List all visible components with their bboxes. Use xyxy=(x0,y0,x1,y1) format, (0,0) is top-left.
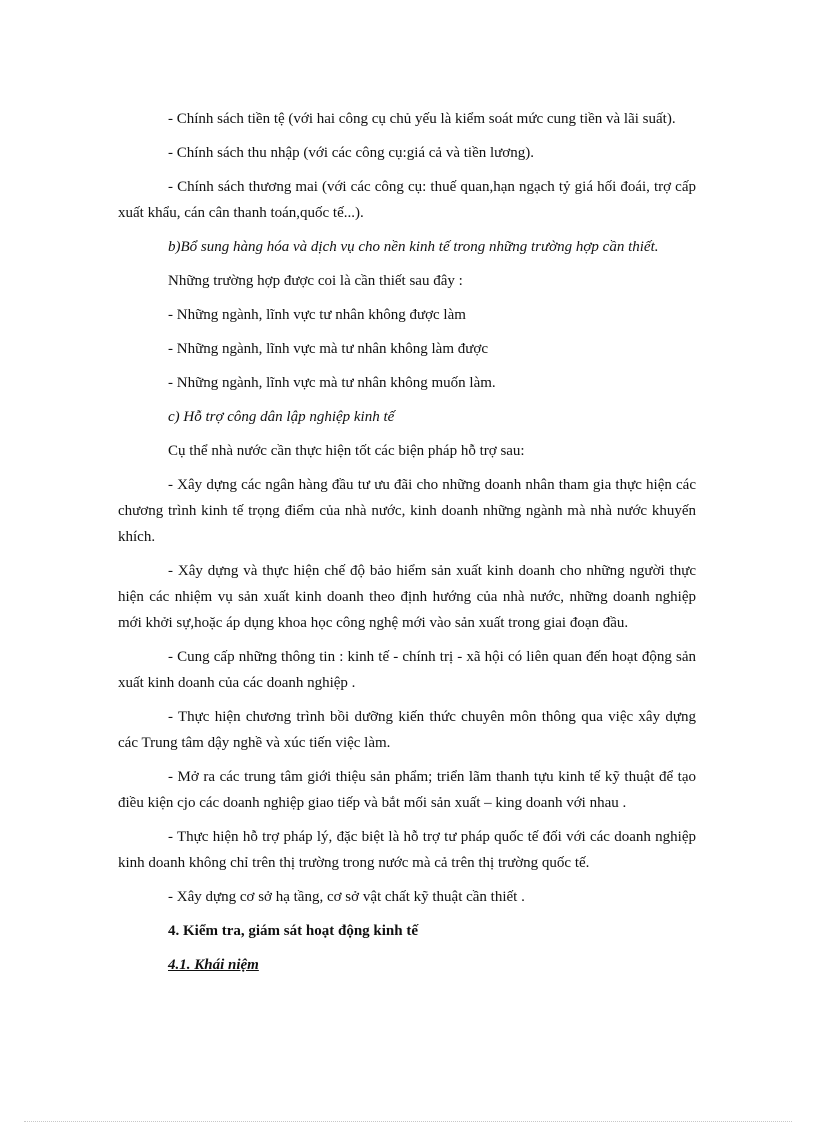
page-bottom-divider xyxy=(24,1121,792,1122)
list-item: - Những ngành, lĩnh vực tư nhân không được làm xyxy=(168,307,466,323)
paragraph-trade-policy: - Chính sách thương mai (với các công cụ: thuế quan,hạn ngạch tỷ giá hối đoái, trợ cấp xuất khẩu, cán cân thanh toán,quốc tế...). xyxy=(118,179,696,221)
paragraph-necessary-cases: Những trường hợp được coi là cần thiết sau đây : xyxy=(168,273,463,289)
list-item: - Thực hiện chương trình bồi dưỡng kiến thức chuyên môn thông qua việc xây dựng các Trung tâm dậy nghề và xúc tiến việc làm. xyxy=(118,709,696,751)
list-item: - Xây dựng và thực hiện chế độ bảo hiểm sản xuất kinh doanh cho những người thực hiện các nhiệm vụ sản xuất kinh doanh theo định hướng của nhà nước, những doanh nghiệp mới khởi sự,hoặc áp dụng khoa học công nghệ mới vào sản xuất trong giai đoạn đầu. xyxy=(118,563,696,631)
list-item: - Xây dựng cơ sở hạ tầng, cơ sở vật chất kỹ thuật cần thiết . xyxy=(168,889,525,905)
subheading-b: b)Bổ sung hàng hóa và dịch vụ cho nền kinh tế trong những trường hợp cần thiết. xyxy=(168,239,659,255)
list-item: - Cung cấp những thông tin : kinh tế - chính trị - xã hội có liên quan đến hoạt động sản xuất kinh doanh của các doanh nghiệp . xyxy=(118,649,696,691)
paragraph-income-policy: - Chính sách thu nhập (với các công cụ:giá cả và tiền lương). xyxy=(168,145,534,161)
document-page xyxy=(118,106,696,986)
paragraph-monetary-policy: - Chính sách tiền tệ (với hai công cụ chủ yếu là kiểm soát mức cung tiền và lãi suất). xyxy=(168,111,676,127)
list-item: - Những ngành, lĩnh vực mà tư nhân không làm được xyxy=(168,341,488,357)
subheading-c: c) Hỗ trợ công dân lập nghiệp kinh tế xyxy=(168,409,395,425)
section-heading-4-1: 4.1. Khái niệm xyxy=(168,957,259,973)
section-heading-4: 4. Kiểm tra, giám sát hoạt động kinh tế xyxy=(168,923,419,939)
list-item: - Mở ra các trung tâm giới thiệu sản phẩm; triển lãm thanh tựu kinh tế kỹ thuật để tạo điều kiện cjo các doanh nghiệp giao tiếp và bắt mối sản xuất – king doanh với nhau . xyxy=(118,769,696,811)
list-item: - Những ngành, lĩnh vực mà tư nhân không muốn làm. xyxy=(168,375,496,391)
list-item: - Thực hiện hỗ trợ pháp lý, đặc biệt là hỗ trợ tư pháp quốc tế đối với các doanh nghiệp kinh doanh không chỉ trên thị trường trong nước mà cả trên thị trường quốc tế. xyxy=(118,829,696,871)
list-item: - Xây dựng các ngân hàng đầu tư ưu đãi cho những doanh nhân tham gia thực hiện các chương trình kinh tế trọng điểm của nhà nước, kinh doanh những ngành mà nhà nước khuyến khích. xyxy=(118,477,696,545)
paragraph-support-measures: Cụ thể nhà nước cần thực hiện tốt các biện pháp hỗ trợ sau: xyxy=(168,443,525,459)
